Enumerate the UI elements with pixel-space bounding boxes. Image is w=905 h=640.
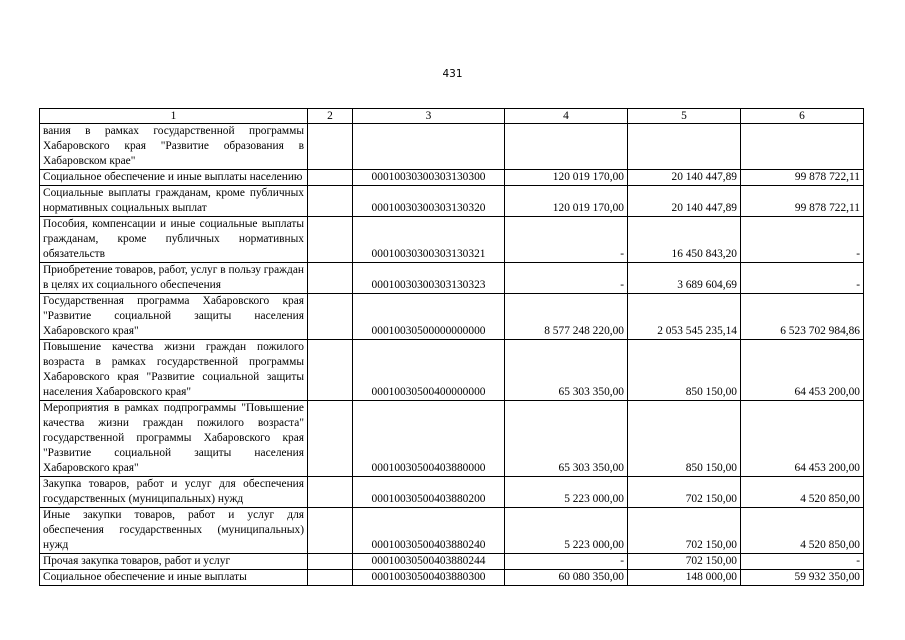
- row-budget-code: 00010030300303130300: [353, 170, 505, 186]
- row-remaining-amount: 6 523 702 984,86: [741, 294, 864, 340]
- row-budget-code: 00010030500403880000: [353, 401, 505, 477]
- row-description: Приобретение товаров, работ, услуг в пользу граждан в целях их социального обеспечения: [40, 263, 308, 294]
- row-executed-amount: 20 140 447,89: [628, 186, 741, 217]
- row-code-col2: [308, 124, 353, 170]
- row-code-col2: [308, 186, 353, 217]
- row-code-col2: [308, 340, 353, 401]
- row-approved-amount: 5 223 000,00: [505, 508, 628, 554]
- row-remaining-amount: -: [741, 554, 864, 570]
- column-header-2: 2: [308, 109, 353, 124]
- row-code-col2: [308, 294, 353, 340]
- row-description: Закупка товаров, работ и услуг для обеспечения государственных (муниципальных) нужд: [40, 477, 308, 508]
- column-header-3: 3: [353, 109, 505, 124]
- row-approved-amount: 8 577 248 220,00: [505, 294, 628, 340]
- row-executed-amount: 16 450 843,20: [628, 217, 741, 263]
- row-approved-amount: 60 080 350,00: [505, 570, 628, 586]
- row-description: Социальное обеспечение и иные выплаты населению: [40, 170, 308, 186]
- table-row: [40, 186, 864, 217]
- row-description: Повышение качества жизни граждан пожилого возраста в рамках государственной программы Хабаровского края "Развитие социальной защиты населения Хабаровского края": [40, 340, 308, 401]
- table-row: [40, 217, 864, 263]
- row-code-col2: [308, 401, 353, 477]
- row-code-col2: [308, 263, 353, 294]
- row-executed-amount: [628, 124, 741, 170]
- row-code-col2: [308, 477, 353, 508]
- row-remaining-amount: 64 453 200,00: [741, 340, 864, 401]
- row-approved-amount: -: [505, 217, 628, 263]
- row-approved-amount: 65 303 350,00: [505, 401, 628, 477]
- table-row: [40, 508, 864, 554]
- row-budget-code: 00010030500403880300: [353, 570, 505, 586]
- table-row: [40, 554, 864, 570]
- row-budget-code: 00010030500000000000: [353, 294, 505, 340]
- row-executed-amount: 3 689 604,69: [628, 263, 741, 294]
- table-row: [40, 401, 864, 477]
- row-description: Государственная программа Хабаровского края "Развитие социальной защиты населения Хабаровского края": [40, 294, 308, 340]
- row-code-col2: [308, 554, 353, 570]
- row-executed-amount: 702 150,00: [628, 477, 741, 508]
- row-budget-code: 00010030500403880200: [353, 477, 505, 508]
- row-executed-amount: 850 150,00: [628, 340, 741, 401]
- row-approved-amount: 65 303 350,00: [505, 340, 628, 401]
- row-remaining-amount: 4 520 850,00: [741, 477, 864, 508]
- table-row: [40, 294, 864, 340]
- table-row: [40, 124, 864, 170]
- row-executed-amount: 20 140 447,89: [628, 170, 741, 186]
- table-header-row: [40, 109, 864, 124]
- table-row: [40, 263, 864, 294]
- row-code-col2: [308, 217, 353, 263]
- row-remaining-amount: 99 878 722,11: [741, 186, 864, 217]
- row-remaining-amount: [741, 124, 864, 170]
- row-remaining-amount: -: [741, 263, 864, 294]
- row-code-col2: [308, 170, 353, 186]
- row-budget-code: 00010030300303130320: [353, 186, 505, 217]
- row-approved-amount: -: [505, 263, 628, 294]
- table-row: [40, 340, 864, 401]
- row-budget-code: 00010030300303130323: [353, 263, 505, 294]
- table-row: [40, 170, 864, 186]
- row-executed-amount: 148 000,00: [628, 570, 741, 586]
- row-description: Мероприятия в рамках подпрограммы "Повышение качества жизни граждан пожилого возраста" государственной программы Хабаровского края "Развитие социальной защиты населения Хабаровского края": [40, 401, 308, 477]
- row-remaining-amount: 4 520 850,00: [741, 508, 864, 554]
- row-budget-code: 00010030500400000000: [353, 340, 505, 401]
- row-budget-code: [353, 124, 505, 170]
- row-description: вания в рамках государственной программы Хабаровского края "Развитие образования в Хабаровском крае": [40, 124, 308, 170]
- row-description: Пособия, компенсации и иные социальные выплаты гражданам, кроме публичных нормативных обязательств: [40, 217, 308, 263]
- column-header-1: 1: [40, 109, 308, 124]
- table-row: [40, 570, 864, 586]
- row-remaining-amount: 99 878 722,11: [741, 170, 864, 186]
- row-code-col2: [308, 508, 353, 554]
- row-executed-amount: 702 150,00: [628, 554, 741, 570]
- row-executed-amount: 850 150,00: [628, 401, 741, 477]
- row-description: Прочая закупка товаров, работ и услуг: [40, 554, 308, 570]
- row-budget-code: 00010030500403880244: [353, 554, 505, 570]
- row-budget-code: 00010030300303130321: [353, 217, 505, 263]
- row-approved-amount: -: [505, 554, 628, 570]
- row-description: Иные закупки товаров, работ и услуг для обеспечения государственных (муниципальных) нужд: [40, 508, 308, 554]
- table-row: [40, 477, 864, 508]
- row-remaining-amount: 64 453 200,00: [741, 401, 864, 477]
- row-description: Социальное обеспечение и иные выплаты: [40, 570, 308, 586]
- row-approved-amount: 120 019 170,00: [505, 170, 628, 186]
- budget-table: [39, 108, 864, 586]
- row-executed-amount: 702 150,00: [628, 508, 741, 554]
- column-header-6: 6: [741, 109, 864, 124]
- row-budget-code: 00010030500403880240: [353, 508, 505, 554]
- page-number: 431: [442, 68, 463, 80]
- row-description: Социальные выплаты гражданам, кроме публичных нормативных социальных выплат: [40, 186, 308, 217]
- row-remaining-amount: -: [741, 217, 864, 263]
- column-header-4: 4: [505, 109, 628, 124]
- row-code-col2: [308, 570, 353, 586]
- row-approved-amount: [505, 124, 628, 170]
- row-approved-amount: 120 019 170,00: [505, 186, 628, 217]
- row-remaining-amount: 59 932 350,00: [741, 570, 864, 586]
- row-executed-amount: 2 053 545 235,14: [628, 294, 741, 340]
- column-header-5: 5: [628, 109, 741, 124]
- row-approved-amount: 5 223 000,00: [505, 477, 628, 508]
